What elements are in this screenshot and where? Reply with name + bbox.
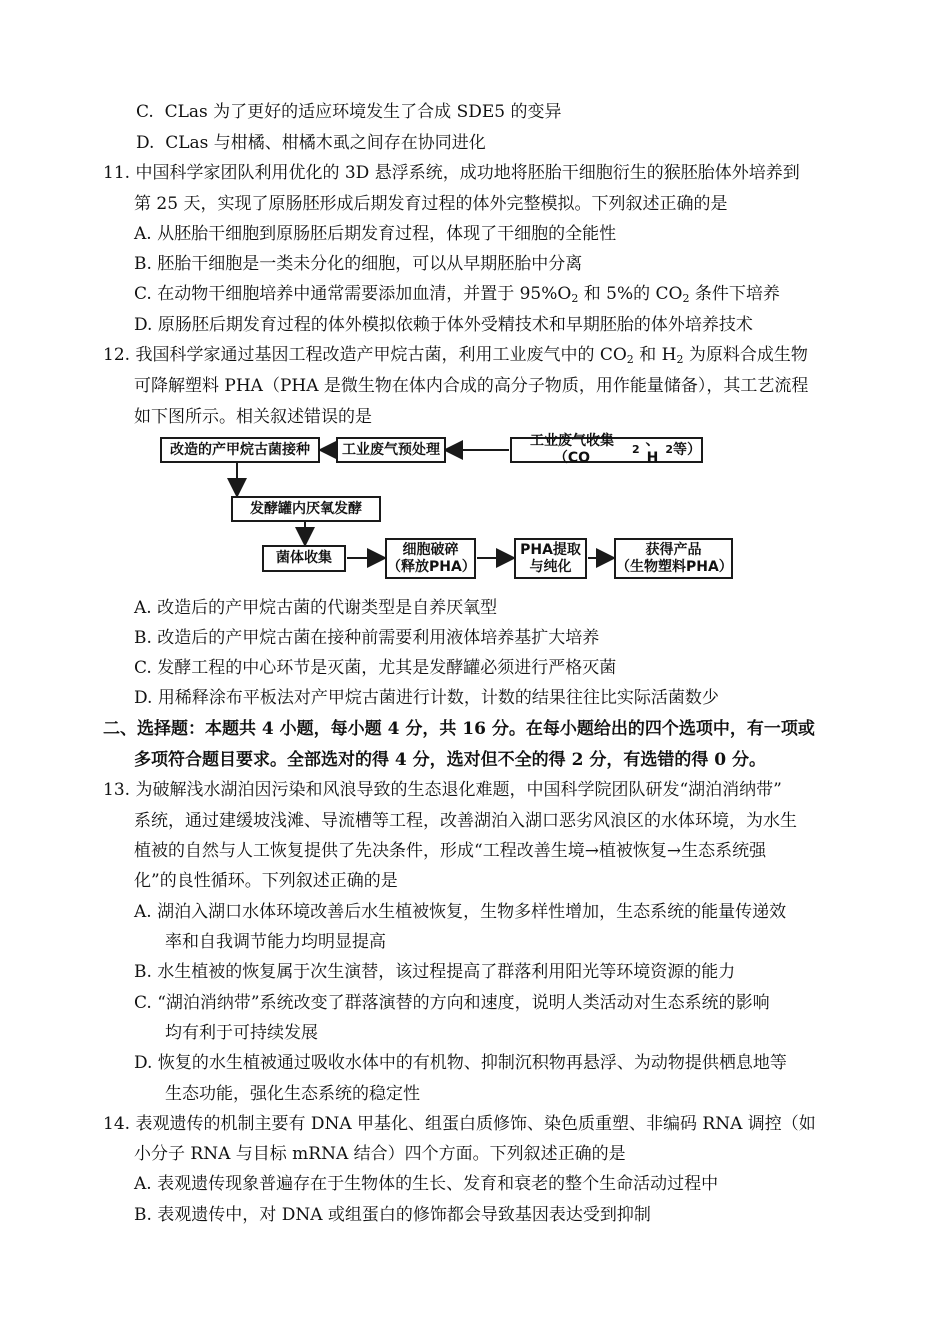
flow-arrows	[0, 0, 950, 600]
q13-option-d-line2: 生态功能，强化生态系统的稳定性	[165, 1084, 420, 1104]
q12-stem-line3: 如下图所示。相关叙述错误的是	[134, 407, 372, 427]
flow-inoculate-box: 改造的产甲烷古菌接种	[160, 437, 320, 463]
q14-option-a: A. 表观遗传现象普遍存在于生物体的生长、发育和衰老的整个生命活动过程中	[134, 1174, 719, 1194]
q12-option-b: B. 改造后的产甲烷古菌在接种前需要利用液体培养基扩大培养	[134, 628, 600, 648]
option-d: D. CLas 与柑橘、柑橘木虱之间存在协同进化	[136, 133, 486, 153]
q11-option-c: C. 在动物干细胞培养中通常需要添加血清，并置于 $95\%O_2$ 和 5%的 $CO_2$ 条件下培养	[134, 284, 780, 305]
flow-extract-box: PHA提取 与纯化	[514, 538, 587, 579]
flow-collect-box: 工业废气收集（CO 2 、H 2 等）	[510, 437, 703, 463]
q14-option-b: B. 表观遗传中，对 DNA 或组蛋白的修饰都会导致基因表达受到抑制	[134, 1205, 651, 1225]
q13-stem-line1: 13. 为破解浅水湖泊因污染和风浪导致的生态退化难题，中国科学院团队研发“湖泊消纳带”	[103, 780, 782, 800]
q13-option-b: B. 水生植被的恢复属于次生演替，该过程提高了群落利用阳光等环境资源的能力	[134, 962, 736, 982]
q13-option-d-line1: D. 恢复的水生植被通过吸收水体中的有机物、抑制沉积物再悬浮、为动物提供栖息地等	[134, 1053, 787, 1073]
q12-option-a: A. 改造后的产甲烷古菌的代谢类型是自养厌氧型	[134, 598, 498, 618]
section2-line2: 多项符合题目要求。全部选对的得 4 分，选对但不全的得 2 分，有选错的得 0 分。	[134, 750, 766, 770]
option-c: C. CLas 为了更好的适应环境发生了合成 SDE5 的变异	[136, 102, 562, 122]
q11-stem-line1: 11. 中国科学家团队利用优化的 3D 悬浮系统，成功地将胚胎干细胞衍生的猴胚胎体外培养到	[103, 163, 800, 183]
q11-stem-line2: 第 25 天，实现了原肠胚形成后期发育过程的体外完整模拟。下列叙述正确的是	[134, 194, 728, 214]
q13-option-c-line2: 均有利于可持续发展	[165, 1023, 318, 1043]
q13-stem-line4: 化”的良性循环。下列叙述正确的是	[134, 871, 398, 891]
flow-lysis-box: 细胞破碎 （释放PHA）	[385, 538, 476, 579]
q12-option-d: D. 用稀释涂布平板法对产甲烷古菌进行计数，计数的结果往往比实际活菌数少	[134, 688, 719, 708]
q12-stem-line2: 可降解塑料 PHA（PHA 是微生物在体内合成的高分子物质，用作能量储备），其工艺流程	[134, 376, 809, 396]
q13-option-a-line2: 率和自我调节能力均明显提高	[165, 932, 386, 952]
q13-stem-line3: 植被的自然与人工恢复提供了先决条件，形成“工程改善生境→植被恢复→生态系统强	[134, 841, 767, 861]
q13-option-a-line1: A. 湖泊入湖口水体环境改善后水生植被恢复，生物多样性增加，生态系统的能量传递效	[134, 902, 787, 922]
flow-harvest-box: 菌体收集	[262, 545, 346, 572]
q14-stem-line1: 14. 表观遗传的机制主要有 DNA 甲基化、组蛋白质修饰、染色质重塑、非编码 RNA 调控（如	[103, 1114, 816, 1134]
flow-product-box: 获得产品 （生物塑料PHA）	[614, 538, 733, 579]
section2-line1: 二、选择题：本题共 4 小题，每小题 4 分，共 16 分。在每小题给出的四个选项中，有一项或	[103, 719, 815, 739]
q13-stem-line2: 系统，通过建缓坡浅滩、导流槽等工程，改善湖泊入湖口恶劣风浪区的水体环境，为水生	[134, 811, 797, 831]
flow-ferment-box: 发酵罐内厌氧发酵	[231, 496, 381, 522]
q11-option-d: D. 原肠胚后期发育过程的体外模拟依赖于体外受精技术和早期胚胎的体外培养技术	[134, 315, 753, 335]
q13-option-c-line1: C. “湖泊消纳带”系统改变了群落演替的方向和速度，说明人类活动对生态系统的影响	[134, 993, 770, 1013]
q14-stem-line2: 小分子 RNA 与目标 mRNA 结合）四个方面。下列叙述正确的是	[134, 1144, 626, 1164]
q11-option-a: A. 从胚胎干细胞到原肠胚后期发育过程，体现了干细胞的全能性	[134, 224, 617, 244]
q12-option-c: C. 发酵工程的中心环节是灭菌，尤其是发酵罐必须进行严格灭菌	[134, 658, 617, 678]
q11-option-b: B. 胚胎干细胞是一类未分化的细胞，可以从早期胚胎中分离	[134, 254, 583, 274]
q12-stem-line1: 12. 我国科学家通过基因工程改造产甲烷古菌，利用工业废气中的 $CO_2$ 和 $H_2$ 为原料合成生物	[103, 345, 808, 366]
flow-pretreat-box: 工业废气预处理	[336, 437, 446, 463]
